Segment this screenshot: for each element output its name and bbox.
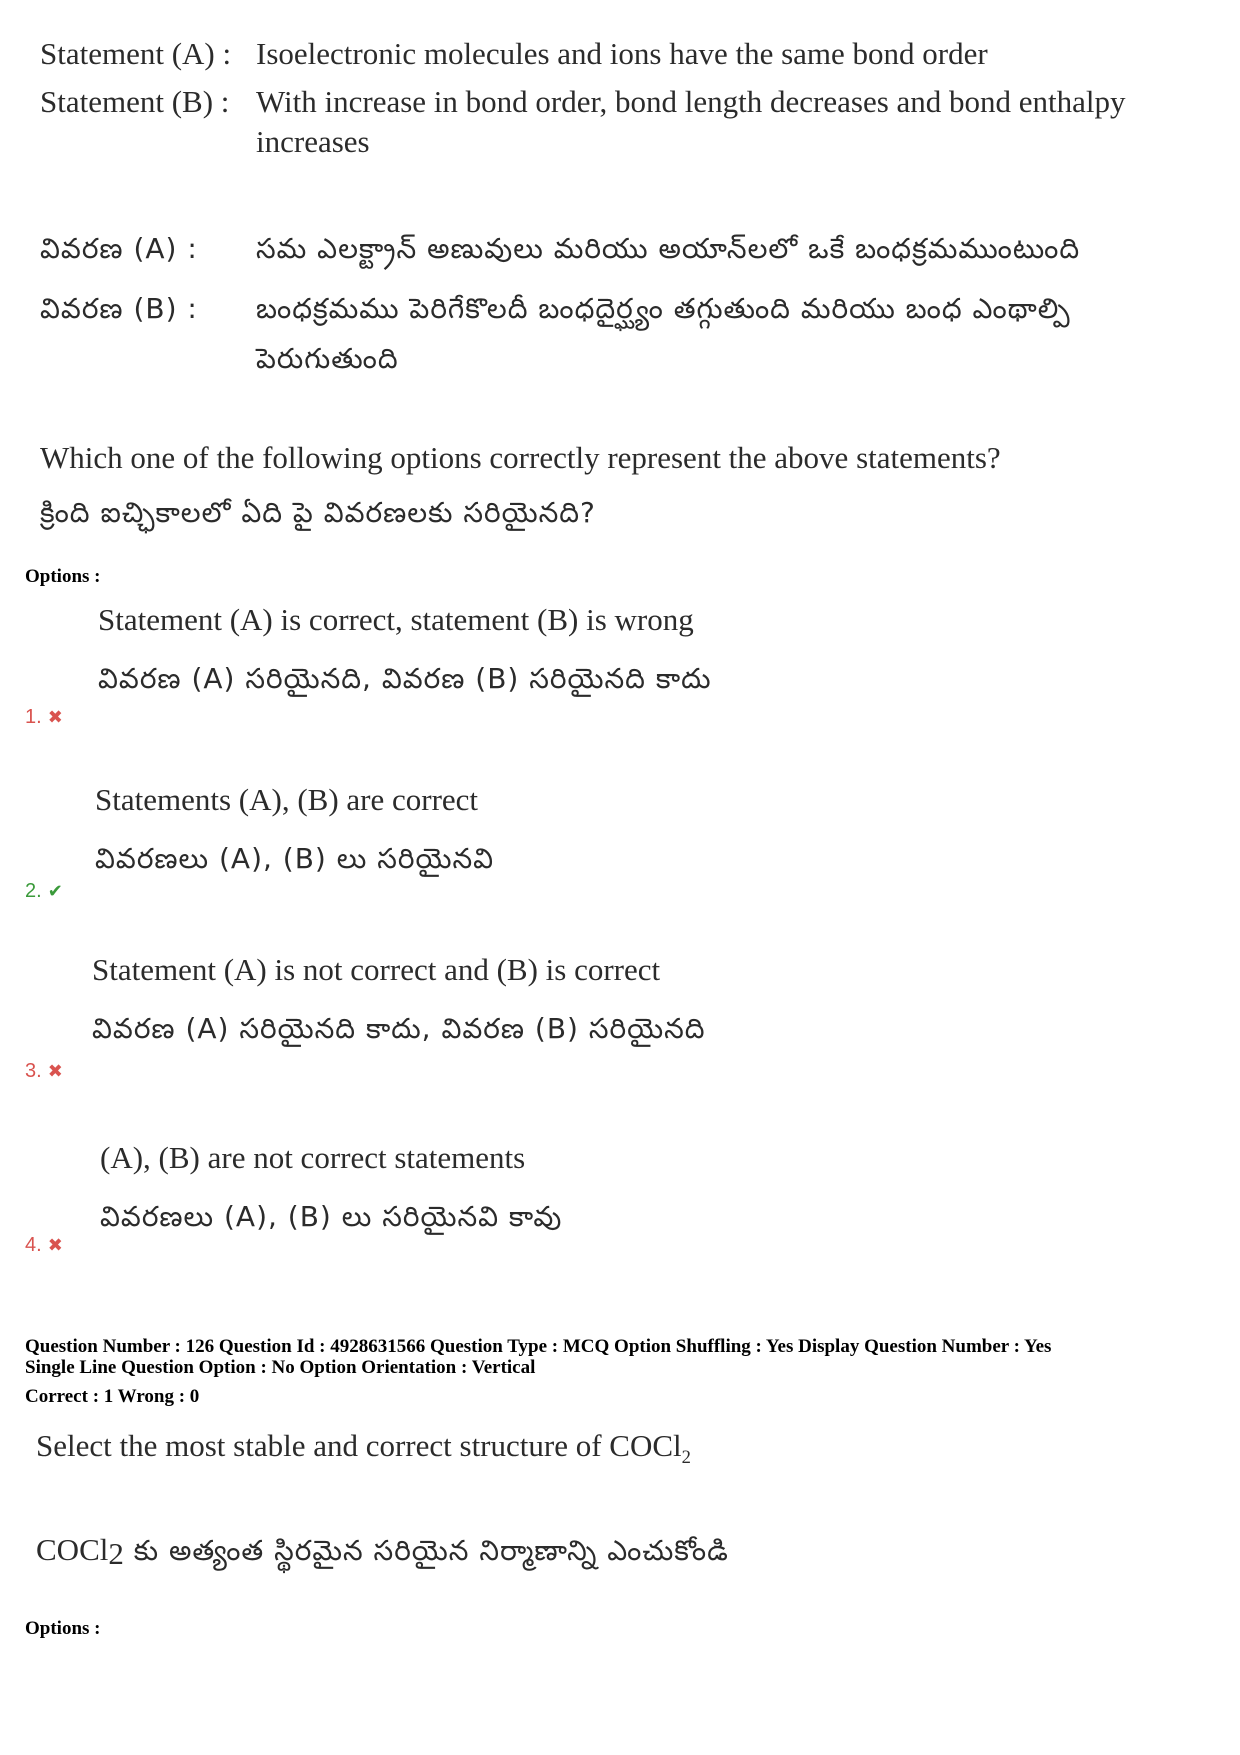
vivarana-a-label: వివరణ (A) :	[40, 232, 198, 265]
question-en: Which one of the following options correctly represent the above statements?	[40, 440, 1001, 475]
option-3-en: Statement (A) is not correct and (B) is correct	[92, 952, 661, 987]
wrong-icon: ✖	[47, 707, 63, 727]
vivarana-b-label: వివరణ (B) :	[40, 292, 198, 325]
statement-b-text-line1: With increase in bond order, bond length decreases and bond enthalpy	[256, 84, 1126, 119]
wrong-icon: ✖	[47, 1061, 63, 1081]
check-icon: ✔	[47, 881, 63, 901]
option-2-en: Statements (A), (B) are correct	[95, 782, 479, 817]
vivarana-a-text: సమ ఎలక్ట్రాన్ అణువులు మరియు అయాన్‌లలో ఒకే బంధక్రమముంటుంది	[256, 232, 1081, 265]
question-126-te: COCl$_2$ కు అత్యంత స్థిరమైన సరియైన నిర్మాణాన్ని ఎంచుకోండి	[36, 1532, 729, 1572]
vivarana-b-text-line1: బంధక్రమము పెరిగేకొలదీ బంధదైర్ఘ్యం తగ్గుతుంది మరియు బంధ ఎంథాల్పి	[256, 292, 1071, 325]
option-4-number: 4.	[25, 1234, 42, 1256]
question-te: క్రింది ఐచ్ఛికాలలో ఏది పై వివరణలకు సరియైనది?	[40, 496, 596, 529]
statement-b-label: Statement (B) :	[40, 84, 230, 119]
options-label: Options :	[25, 566, 101, 587]
statement-a-text: Isoelectronic molecules and ions have the same bond order	[256, 36, 988, 71]
wrong-icon: ✖	[47, 1235, 63, 1255]
question-meta-line2: Single Line Question Option : No Option Orientation : Vertical	[25, 1357, 536, 1378]
statement-b-text-line2: increases	[256, 124, 370, 159]
options-label-126: Options :	[25, 1618, 101, 1639]
option-2-te: వివరణలు (A), (B) లు సరియైనవి	[95, 842, 495, 875]
option-3-number: 3.	[25, 1060, 42, 1082]
question-126-en: Select the most stable and correct structure of COCl$_2$	[36, 1428, 691, 1469]
option-2-number: 2.	[25, 880, 42, 902]
question-marks: Correct : 1 Wrong : 0	[25, 1386, 200, 1407]
question-meta-line1: Question Number : 126 Question Id : 4928631566 Question Type : MCQ Option Shuffling : Yes Display Question Number : Yes	[25, 1336, 1052, 1357]
option-4-te: వివరణలు (A), (B) లు సరియైనవి కావు	[100, 1200, 563, 1233]
option-1-te: వివరణ (A) సరియైనది, వివరణ (B) సరియైనది కాదు	[98, 662, 712, 695]
option-4-en: (A), (B) are not correct statements	[100, 1140, 526, 1175]
vivarana-b-text-line2: పెరుగుతుంది	[256, 342, 399, 375]
option-1-number: 1.	[25, 706, 42, 728]
option-3-te: వివరణ (A) సరియైనది కాదు, వివరణ (B) సరియైనది	[92, 1012, 706, 1045]
option-1-en: Statement (A) is correct, statement (B) is wrong	[98, 602, 694, 637]
statement-a-label: Statement (A) :	[40, 36, 232, 71]
